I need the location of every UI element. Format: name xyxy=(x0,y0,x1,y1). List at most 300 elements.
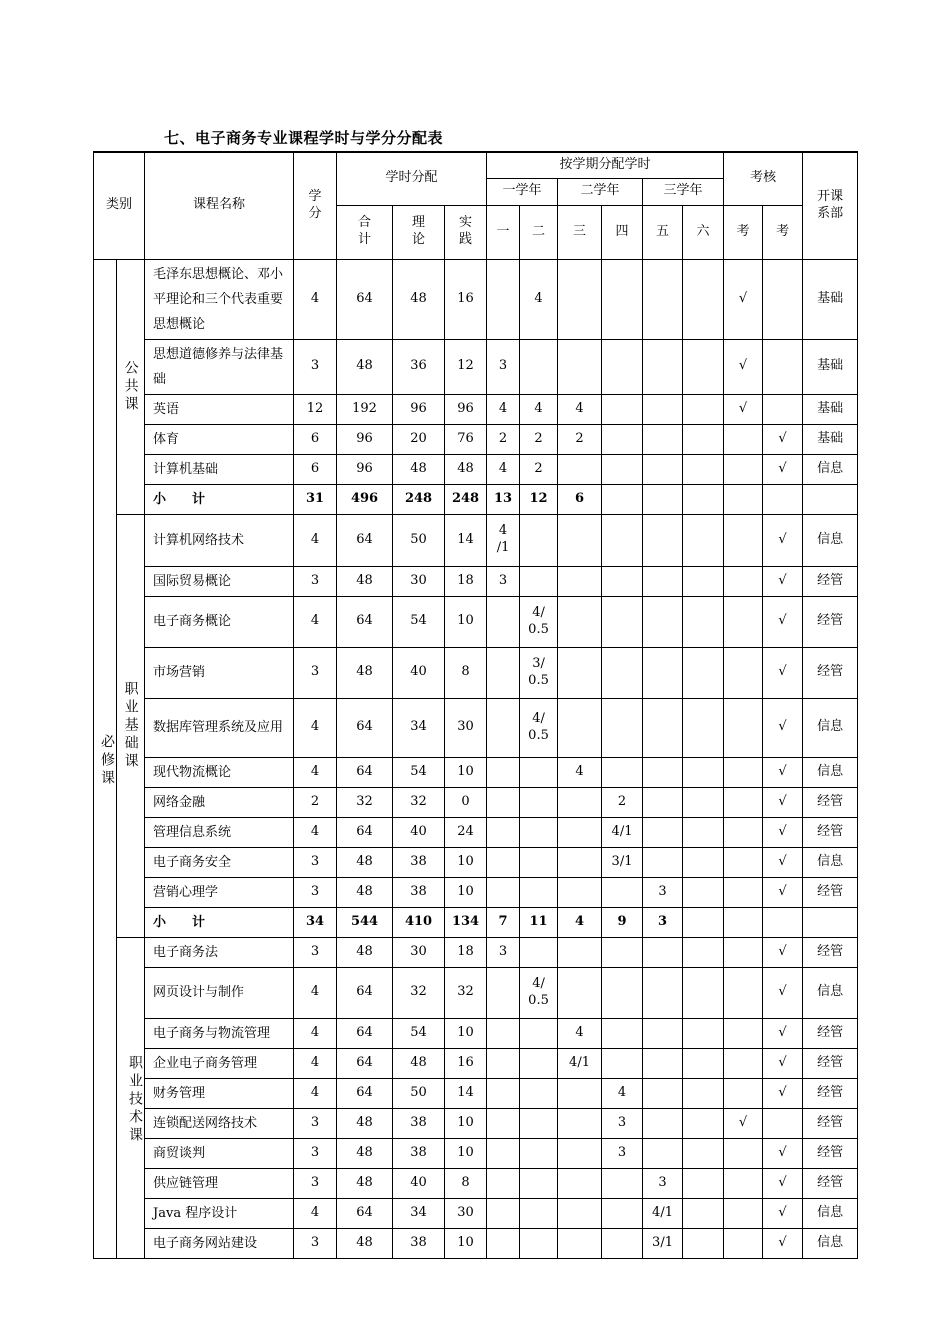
cell-s1: 3 xyxy=(487,339,520,394)
cell-dept: 信息 xyxy=(803,757,858,787)
subtotal-total: 544 xyxy=(337,907,393,937)
table-row xyxy=(94,566,858,596)
cell-total: 64 xyxy=(337,1198,393,1228)
subtotal-row xyxy=(94,484,858,514)
cell-s1 xyxy=(487,1018,520,1048)
cell-s1: 4 /1 xyxy=(487,514,520,566)
cell-theory: 54 xyxy=(393,757,445,787)
cell-dept: 经管 xyxy=(803,877,858,907)
cell-s1 xyxy=(487,1078,520,1108)
subtotal-s6 xyxy=(683,907,724,937)
table-row xyxy=(94,424,858,454)
cell-total: 64 xyxy=(337,967,393,1018)
cell-s1 xyxy=(487,847,520,877)
cell-credit: 4 xyxy=(294,259,337,339)
table-row xyxy=(94,1048,858,1078)
header-hours-alloc: 学时分配 xyxy=(337,152,487,205)
cell-s6 xyxy=(683,1228,724,1258)
cell-credit: 4 xyxy=(294,698,337,757)
cell-theory: 38 xyxy=(393,847,445,877)
subtotal-row xyxy=(94,907,858,937)
cell-e2: √ xyxy=(763,647,803,698)
cell-theory: 34 xyxy=(393,698,445,757)
cell-dept: 信息 xyxy=(803,847,858,877)
cell-s4 xyxy=(602,877,643,907)
cell-s5 xyxy=(643,698,683,757)
cell-practice: 18 xyxy=(445,566,487,596)
cell-practice: 10 xyxy=(445,1228,487,1258)
cell-credit: 2 xyxy=(294,787,337,817)
cell-practice: 14 xyxy=(445,514,487,566)
cell-e2: √ xyxy=(763,967,803,1018)
cell-total: 64 xyxy=(337,817,393,847)
cell-e1 xyxy=(724,1198,763,1228)
header-exam-1: 考 xyxy=(724,205,763,259)
cell-s6 xyxy=(683,967,724,1018)
subtotal-s2: 11 xyxy=(520,907,558,937)
cell-credit: 6 xyxy=(294,454,337,484)
cell-s2 xyxy=(520,877,558,907)
cell-total: 48 xyxy=(337,1138,393,1168)
cell-dept: 经管 xyxy=(803,787,858,817)
cell-s4: 4/1 xyxy=(602,817,643,847)
cell-s3 xyxy=(558,1198,602,1228)
cell-s6 xyxy=(683,877,724,907)
cell-e1 xyxy=(724,596,763,647)
cell-s5 xyxy=(643,937,683,967)
subtotal-s1: 7 xyxy=(487,907,520,937)
cell-theory: 38 xyxy=(393,1138,445,1168)
cell-theory: 50 xyxy=(393,514,445,566)
header-practice: 实 践 xyxy=(445,205,487,259)
cell-e2: √ xyxy=(763,817,803,847)
cell-s2: 4 xyxy=(520,394,558,424)
cell-credit: 3 xyxy=(294,847,337,877)
cell-s1 xyxy=(487,787,520,817)
cell-practice: 16 xyxy=(445,1048,487,1078)
subtotal-label: 小 计 xyxy=(145,907,294,937)
course-name: 思想道德修养与法律基础 xyxy=(145,339,294,394)
cell-s4 xyxy=(602,1228,643,1258)
cell-dept: 信息 xyxy=(803,454,858,484)
cell-e2: √ xyxy=(763,1048,803,1078)
cell-dept: 经管 xyxy=(803,596,858,647)
cell-theory: 20 xyxy=(393,424,445,454)
cell-s2 xyxy=(520,847,558,877)
cell-total: 48 xyxy=(337,937,393,967)
cell-s2 xyxy=(520,1138,558,1168)
cell-e1: √ xyxy=(724,339,763,394)
cell-practice: 8 xyxy=(445,1168,487,1198)
cell-practice: 76 xyxy=(445,424,487,454)
cell-s2: 2 xyxy=(520,454,558,484)
cell-credit: 4 xyxy=(294,1018,337,1048)
cell-s4: 3/1 xyxy=(602,847,643,877)
cell-total: 48 xyxy=(337,1228,393,1258)
subtotal-s4: 9 xyxy=(602,907,643,937)
cell-credit: 3 xyxy=(294,877,337,907)
cell-s6 xyxy=(683,757,724,787)
cell-s5 xyxy=(643,596,683,647)
cell-s3 xyxy=(558,937,602,967)
cell-practice: 8 xyxy=(445,647,487,698)
course-name: 电子商务网站建设 xyxy=(145,1228,294,1258)
cell-dept: 信息 xyxy=(803,1228,858,1258)
header-total: 合 计 xyxy=(337,205,393,259)
cell-s5 xyxy=(643,817,683,847)
table-row xyxy=(94,1018,858,1048)
cell-credit: 4 xyxy=(294,514,337,566)
cell-credit: 3 xyxy=(294,937,337,967)
cell-theory: 40 xyxy=(393,647,445,698)
cell-s3 xyxy=(558,647,602,698)
table-row xyxy=(94,1078,858,1108)
cell-practice: 16 xyxy=(445,259,487,339)
cell-s2 xyxy=(520,817,558,847)
cell-practice: 10 xyxy=(445,847,487,877)
cell-s1: 4 xyxy=(487,454,520,484)
course-name: 财务管理 xyxy=(145,1078,294,1108)
cell-s1 xyxy=(487,817,520,847)
cell-theory: 54 xyxy=(393,1018,445,1048)
cell-e1 xyxy=(724,1018,763,1048)
cell-theory: 96 xyxy=(393,394,445,424)
table-row xyxy=(94,967,858,1018)
cell-dept: 经管 xyxy=(803,937,858,967)
cell-s6 xyxy=(683,847,724,877)
cell-credit: 3 xyxy=(294,647,337,698)
cell-practice: 10 xyxy=(445,1108,487,1138)
cell-e2: √ xyxy=(763,787,803,817)
cell-e1 xyxy=(724,937,763,967)
cell-theory: 38 xyxy=(393,1108,445,1138)
table-row xyxy=(94,514,858,566)
cell-e1 xyxy=(724,787,763,817)
cell-practice: 30 xyxy=(445,698,487,757)
page-title: 七、电子商务专业课程学时与学分分配表 xyxy=(164,129,444,147)
cell-s5 xyxy=(643,424,683,454)
cell-practice: 0 xyxy=(445,787,487,817)
cell-e1 xyxy=(724,967,763,1018)
cell-s2 xyxy=(520,514,558,566)
cell-e1 xyxy=(724,1048,763,1078)
cell-s6 xyxy=(683,1078,724,1108)
cell-practice: 10 xyxy=(445,596,487,647)
cell-dept: 经管 xyxy=(803,1018,858,1048)
cell-total: 192 xyxy=(337,394,393,424)
header-category: 类别 xyxy=(94,152,145,259)
cell-dept: 经管 xyxy=(803,817,858,847)
cell-practice: 14 xyxy=(445,1078,487,1108)
cell-s4 xyxy=(602,937,643,967)
cell-s6 xyxy=(683,817,724,847)
course-name: 数据库管理系统及应用 xyxy=(145,698,294,757)
cell-dept: 基础 xyxy=(803,424,858,454)
cell-s4 xyxy=(602,454,643,484)
cell-total: 64 xyxy=(337,514,393,566)
cell-e1 xyxy=(724,698,763,757)
cell-s6 xyxy=(683,566,724,596)
subtotal-s3: 4 xyxy=(558,907,602,937)
cell-s1: 2 xyxy=(487,424,520,454)
category-vocational-tech: 职业技术课 xyxy=(117,937,145,1258)
subtotal-theory: 410 xyxy=(393,907,445,937)
cell-practice: 10 xyxy=(445,877,487,907)
subtotal-s5: 3 xyxy=(643,907,683,937)
cell-practice: 10 xyxy=(445,1138,487,1168)
cell-s1 xyxy=(487,259,520,339)
cell-s1: 3 xyxy=(487,937,520,967)
cell-e2: √ xyxy=(763,454,803,484)
cell-practice: 10 xyxy=(445,1018,487,1048)
cell-credit: 3 xyxy=(294,339,337,394)
cell-s1 xyxy=(487,698,520,757)
cell-e2: √ xyxy=(763,566,803,596)
cell-total: 48 xyxy=(337,566,393,596)
category-vocational-basic: 职业基础课 xyxy=(117,514,145,937)
header-year1: 一学年 xyxy=(487,178,558,205)
cell-s4: 4 xyxy=(602,1078,643,1108)
subtotal-theory: 248 xyxy=(393,484,445,514)
cell-s5 xyxy=(643,1138,683,1168)
cell-s3 xyxy=(558,847,602,877)
cell-s5: 3 xyxy=(643,1168,683,1198)
cell-total: 64 xyxy=(337,757,393,787)
cell-credit: 4 xyxy=(294,596,337,647)
subtotal-s2: 12 xyxy=(520,484,558,514)
table-row xyxy=(94,937,858,967)
cell-s4 xyxy=(602,424,643,454)
course-name: 计算机基础 xyxy=(145,454,294,484)
table-row xyxy=(94,394,858,424)
cell-s3 xyxy=(558,339,602,394)
cell-s5 xyxy=(643,259,683,339)
cell-e1 xyxy=(724,757,763,787)
cell-s5 xyxy=(643,1048,683,1078)
cell-s1: 4 xyxy=(487,394,520,424)
cell-s4 xyxy=(602,1048,643,1078)
cell-theory: 40 xyxy=(393,1168,445,1198)
cell-e1 xyxy=(724,514,763,566)
cell-s5 xyxy=(643,847,683,877)
header-sem-6: 六 xyxy=(683,205,724,259)
cell-credit: 4 xyxy=(294,967,337,1018)
cell-s2 xyxy=(520,787,558,817)
table-row xyxy=(94,454,858,484)
course-name: 连锁配送网络技术 xyxy=(145,1108,294,1138)
header-exam-2: 考 xyxy=(763,205,803,259)
cell-s4 xyxy=(602,1168,643,1198)
course-name: 国际贸易概论 xyxy=(145,566,294,596)
cell-s3: 4 xyxy=(558,757,602,787)
cell-e2: √ xyxy=(763,1228,803,1258)
cell-total: 48 xyxy=(337,339,393,394)
course-name: 电子商务概论 xyxy=(145,596,294,647)
cell-s1 xyxy=(487,647,520,698)
cell-s1 xyxy=(487,877,520,907)
cell-total: 64 xyxy=(337,1048,393,1078)
cell-e1 xyxy=(724,454,763,484)
cell-s2: 3/ 0.5 xyxy=(520,647,558,698)
course-name: 商贸谈判 xyxy=(145,1138,294,1168)
table-row xyxy=(94,1138,858,1168)
cell-s4: 3 xyxy=(602,1138,643,1168)
cell-practice: 30 xyxy=(445,1198,487,1228)
cell-e1 xyxy=(724,1168,763,1198)
cell-e2: √ xyxy=(763,1078,803,1108)
header-sem-4: 四 xyxy=(602,205,643,259)
cell-e2: √ xyxy=(763,877,803,907)
course-name: 网络金融 xyxy=(145,787,294,817)
cell-s2 xyxy=(520,757,558,787)
subtotal-s3: 6 xyxy=(558,484,602,514)
cell-s4 xyxy=(602,647,643,698)
cell-s2 xyxy=(520,1108,558,1138)
cell-s2 xyxy=(520,339,558,394)
table-row xyxy=(94,1198,858,1228)
subtotal-dept xyxy=(803,907,858,937)
cell-theory: 38 xyxy=(393,877,445,907)
cell-credit: 12 xyxy=(294,394,337,424)
cell-s4 xyxy=(602,259,643,339)
cell-s5: 3 xyxy=(643,877,683,907)
cell-credit: 6 xyxy=(294,424,337,454)
cell-s2 xyxy=(520,566,558,596)
course-hours-credit-table xyxy=(93,151,858,1259)
cell-total: 64 xyxy=(337,698,393,757)
course-name: 英语 xyxy=(145,394,294,424)
subtotal-e2 xyxy=(763,907,803,937)
subtotal-e2 xyxy=(763,484,803,514)
header-assess: 考核 xyxy=(724,152,803,205)
cell-s3 xyxy=(558,1168,602,1198)
cell-s4 xyxy=(602,1198,643,1228)
course-name: 毛泽东思想概论、邓小平理论和三个代表重要思想概论 xyxy=(145,259,294,339)
subtotal-label: 小 计 xyxy=(145,484,294,514)
cell-s6 xyxy=(683,339,724,394)
cell-e2: √ xyxy=(763,1138,803,1168)
category-public: 公共课 xyxy=(117,259,145,514)
course-name: 体育 xyxy=(145,424,294,454)
cell-e2: √ xyxy=(763,937,803,967)
cell-e1 xyxy=(724,647,763,698)
cell-e2 xyxy=(763,339,803,394)
cell-s6 xyxy=(683,424,724,454)
cell-s3 xyxy=(558,1108,602,1138)
cell-e1 xyxy=(724,566,763,596)
header-sem-1: 一 xyxy=(487,205,520,259)
table-row xyxy=(94,1168,858,1198)
cell-dept: 经管 xyxy=(803,1138,858,1168)
cell-e1 xyxy=(724,424,763,454)
cell-dept: 经管 xyxy=(803,1078,858,1108)
cell-total: 48 xyxy=(337,647,393,698)
cell-s3 xyxy=(558,698,602,757)
subtotal-e1 xyxy=(724,907,763,937)
subtotal-s1: 13 xyxy=(487,484,520,514)
cell-dept: 经管 xyxy=(803,1168,858,1198)
table-row xyxy=(94,1228,858,1258)
header-dept: 开课 系部 xyxy=(803,152,858,259)
cell-s3: 4 xyxy=(558,1018,602,1048)
cell-e2: √ xyxy=(763,698,803,757)
cell-dept: 基础 xyxy=(803,394,858,424)
cell-theory: 36 xyxy=(393,339,445,394)
cell-s5: 3/1 xyxy=(643,1228,683,1258)
cell-total: 64 xyxy=(337,1078,393,1108)
cell-s4 xyxy=(602,596,643,647)
cell-credit: 3 xyxy=(294,1228,337,1258)
cell-s6 xyxy=(683,1138,724,1168)
cell-theory: 48 xyxy=(393,1048,445,1078)
cell-s3 xyxy=(558,566,602,596)
cell-s5 xyxy=(643,787,683,817)
cell-s2: 4/ 0.5 xyxy=(520,967,558,1018)
cell-s2: 2 xyxy=(520,424,558,454)
cell-total: 32 xyxy=(337,787,393,817)
cell-total: 64 xyxy=(337,596,393,647)
cell-dept: 信息 xyxy=(803,514,858,566)
course-name: 电子商务法 xyxy=(145,937,294,967)
subtotal-s4 xyxy=(602,484,643,514)
cell-s6 xyxy=(683,1168,724,1198)
course-name: 营销心理学 xyxy=(145,877,294,907)
cell-s6 xyxy=(683,937,724,967)
cell-e2 xyxy=(763,394,803,424)
cell-e1 xyxy=(724,847,763,877)
cell-s2 xyxy=(520,1018,558,1048)
cell-practice: 48 xyxy=(445,454,487,484)
cell-theory: 54 xyxy=(393,596,445,647)
cell-theory: 30 xyxy=(393,937,445,967)
cell-e2 xyxy=(763,259,803,339)
cell-s2 xyxy=(520,1078,558,1108)
cell-s4: 2 xyxy=(602,787,643,817)
cell-s2 xyxy=(520,1168,558,1198)
course-name: 网页设计与制作 xyxy=(145,967,294,1018)
cell-s3 xyxy=(558,1078,602,1108)
cell-theory: 30 xyxy=(393,566,445,596)
cell-s4 xyxy=(602,698,643,757)
header-year2: 二学年 xyxy=(558,178,643,205)
cell-total: 48 xyxy=(337,877,393,907)
cell-s3: 4 xyxy=(558,394,602,424)
course-name: 计算机网络技术 xyxy=(145,514,294,566)
cell-credit: 3 xyxy=(294,1138,337,1168)
cell-practice: 18 xyxy=(445,937,487,967)
cell-s4 xyxy=(602,757,643,787)
header-sem-2: 二 xyxy=(520,205,558,259)
table-row xyxy=(94,259,858,339)
cell-s3 xyxy=(558,967,602,1018)
subtotal-practice: 134 xyxy=(445,907,487,937)
subtotal-practice: 248 xyxy=(445,484,487,514)
cell-s5 xyxy=(643,1078,683,1108)
table-row xyxy=(94,817,858,847)
cell-credit: 4 xyxy=(294,1198,337,1228)
course-name: 市场营销 xyxy=(145,647,294,698)
cell-total: 64 xyxy=(337,259,393,339)
cell-s2: 4/ 0.5 xyxy=(520,596,558,647)
cell-dept: 经管 xyxy=(803,566,858,596)
cell-e2: √ xyxy=(763,514,803,566)
cell-s6 xyxy=(683,1048,724,1078)
cell-s2 xyxy=(520,1228,558,1258)
cell-dept: 基础 xyxy=(803,339,858,394)
cell-s5 xyxy=(643,1018,683,1048)
cell-s6 xyxy=(683,647,724,698)
cell-credit: 3 xyxy=(294,1108,337,1138)
